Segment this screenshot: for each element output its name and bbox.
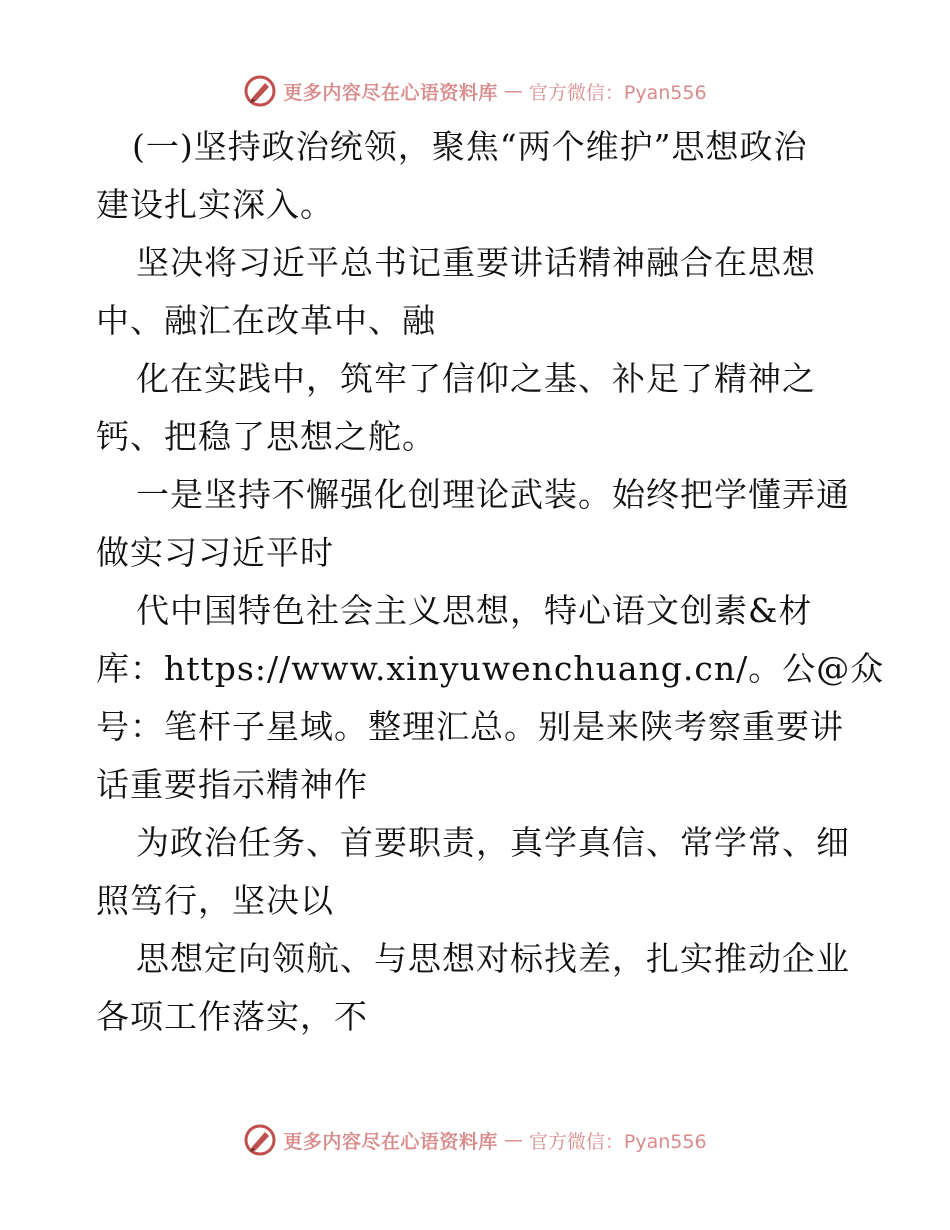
body-line: (一)坚持政治统领，聚焦“两个维护”思想政治	[132, 127, 808, 166]
body-line: 化在实践中，筑牢了信仰之基、补足了精神之	[136, 359, 816, 398]
body-line: 话重要指示精神作	[96, 765, 368, 804]
body-line: 各项工作落实，不	[96, 997, 368, 1036]
body-line: 代中国特色社会主义思想，特心语文创素&材	[136, 591, 813, 630]
body-line: 库：https://www.xinyuwenchuang.cn/。公@众	[96, 649, 885, 688]
footer-promo-text: 更多内容尽在心语资料库	[283, 1130, 498, 1153]
body-line: 做实习习近平时	[96, 533, 334, 572]
footer-banner	[0, 1120, 950, 1160]
body-line: 坚决将习近平总书记重要讲话精神融合在思想	[136, 243, 816, 282]
body-line: 思想定向领航、与思想对标找差，扎实推动企业	[136, 939, 850, 978]
document-body	[96, 118, 885, 1046]
body-line: 照笃行，坚决以	[96, 881, 334, 920]
body-line: 建设扎实深入。	[96, 185, 334, 224]
body-line: 中、融汇在改革中、融	[96, 301, 436, 340]
header-wechat-text: 官方微信：Pyan556	[528, 81, 707, 104]
body-line: 一是坚持不懈强化创理论武装。始终把学懂弄通	[136, 475, 850, 514]
footer-wechat-text: 官方微信：Pyan556	[528, 1130, 707, 1153]
header-promo-text: 更多内容尽在心语资料库	[283, 81, 498, 104]
body-line: 钙、把稳了思想之舵。	[96, 417, 436, 456]
pen-logo-icon	[243, 1123, 277, 1157]
header-banner	[0, 71, 950, 111]
pen-logo-icon	[243, 74, 277, 108]
body-line: 为政治任务、首要职责，真学真信、常学常、细	[136, 823, 850, 862]
header-separator: —	[503, 80, 523, 102]
footer-separator: —	[503, 1129, 523, 1151]
body-line: 号：笔杆子星域。整理汇总。别是来陕考察重要讲	[96, 707, 844, 746]
